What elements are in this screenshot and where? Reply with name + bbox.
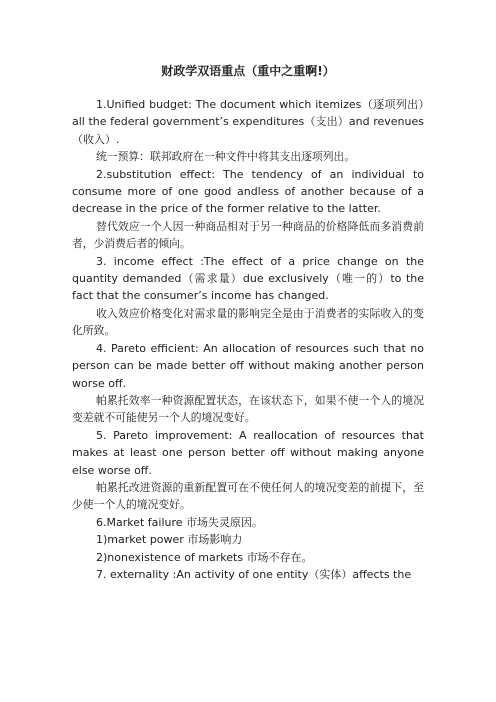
paragraph-pareto-improvement-zh: 帕累托改进资源的重新配置可在不使任何人的境况变差的前提下，至少使一个人的境况变好。 [72, 480, 424, 512]
paragraph-pareto-improvement-en: 5. Pareto improvement: A reallocation of resources that makes at least one person better off without making anyone else worse off. [72, 428, 424, 477]
document-body [72, 96, 424, 583]
paragraph-pareto-efficient-zh: 帕累托效率一种资源配置状态，在该状态下，如果不使一个人的境况变差就不可能使另一个人的境况变好。 [72, 393, 424, 425]
paragraph-pareto-efficient-en: 4. Pareto efficient: An allocation of resources such that no person can be made better off without making another person worse off. [72, 341, 424, 390]
paragraph-substitution-effect-en: 2.substitution effect: The tendency of an individual to consume more of one good andless of another because of a decrease in the price of the former relative to the latter. [72, 167, 424, 216]
document-title: 财政学双语重点（重中之重啊!） [161, 64, 335, 78]
paragraph-nonexistence-of-markets: 2)nonexistence of markets 市场不存在。 [96, 550, 313, 564]
paragraph-market-failure: 6.Market failure 市场失灵原因。 [96, 515, 264, 529]
paragraph-externality: 7. externality :An activity of one entity（实体）affects the [96, 567, 412, 581]
paragraph-substitution-effect-zh: 替代效应一个人因一种商品相对于另一种商品的价格降低而多消费前者，少消费后者的倾向。 [72, 219, 424, 251]
paragraph-unified-budget-zh: 统一预算：联邦政府在一种文件中将其支出逐项列出。 [96, 150, 356, 164]
paragraph-unified-budget-en: 1.Unified budget: The document which itemizes（逐项列出）all the federal government’s expenditures（支出）and revenues（收入）. [72, 98, 424, 146]
paragraph-market-power: 1)market power 市场影响力 [96, 533, 243, 547]
paragraph-income-effect-en: 3. income effect :The effect of a price change on the quantity demanded（需求量）due exclusively（唯一的）to the fact that the consumer’s income has changed. [72, 254, 424, 303]
paragraph-income-effect-zh: 收入效应价格变化对需求量的影响完全是由于消费者的实际收入的变化所致。 [72, 306, 424, 338]
